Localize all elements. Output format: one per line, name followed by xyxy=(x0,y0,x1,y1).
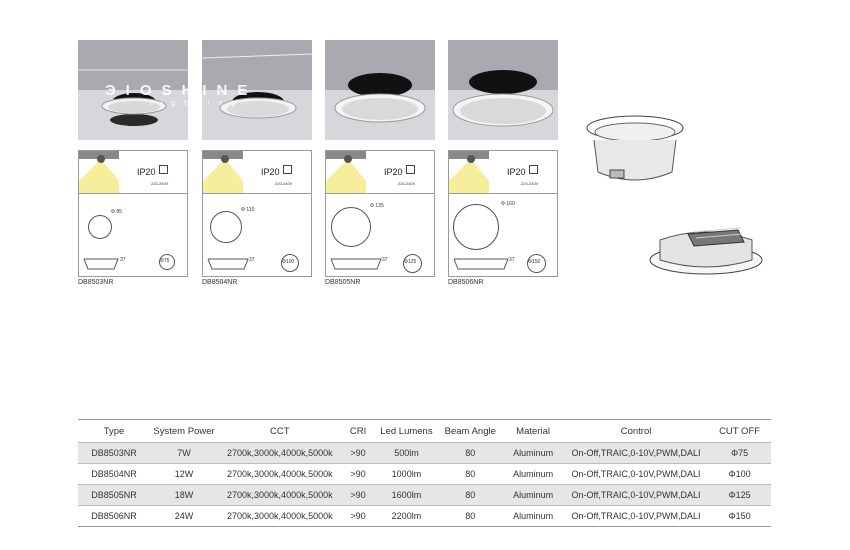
cell: Aluminum xyxy=(502,485,564,506)
class-ii-icon xyxy=(283,165,292,174)
cell: 12W xyxy=(150,464,218,485)
cell: 2700k,3000k,4000k,5000k xyxy=(218,485,342,506)
cell: DB8503NR xyxy=(78,443,150,464)
col-cct: CCT xyxy=(218,420,342,443)
cell: DB8504NR xyxy=(78,464,150,485)
spec-panel-2 xyxy=(202,150,312,277)
downlight-render-4 xyxy=(448,40,558,140)
col-cri: CRI xyxy=(342,420,375,443)
class-ii-icon xyxy=(529,165,538,174)
ip-rating: IP20 xyxy=(137,167,156,177)
ip-rating: IP20 xyxy=(384,167,403,177)
cell: >90 xyxy=(342,506,375,527)
spec-panel-4 xyxy=(448,150,558,277)
cutout-label: Φ150 xyxy=(528,259,541,265)
table-header-row xyxy=(78,420,771,443)
spec-panel-3 xyxy=(325,150,435,277)
class-ii-icon xyxy=(406,165,415,174)
cutout-label: Φ125 xyxy=(404,259,417,265)
diameter-label: Φ 160 xyxy=(501,201,515,207)
downlight-3d-drawing-top xyxy=(580,110,690,190)
top-view-outline xyxy=(88,215,112,239)
model-caption-3: DB8505NR xyxy=(325,279,361,286)
side-view-outline xyxy=(82,255,122,271)
beam-icon xyxy=(326,151,366,193)
cell: Aluminum xyxy=(502,506,564,527)
cutout-label: Φ75 xyxy=(160,258,170,264)
diameter-label: Φ 110 xyxy=(241,207,255,213)
col-material: Material xyxy=(502,420,564,443)
table-row xyxy=(78,485,771,506)
cell: Φ125 xyxy=(708,485,771,506)
col-type: Type xyxy=(78,420,150,443)
downlight-render-3 xyxy=(325,40,435,140)
cell: Φ150 xyxy=(708,506,771,527)
cell: 1600lm xyxy=(375,485,439,506)
top-view-outline xyxy=(453,204,499,250)
ip-rating: IP20 xyxy=(261,167,280,177)
cell: >90 xyxy=(342,464,375,485)
diameter-label: Φ 85 xyxy=(111,209,122,215)
diameter-label: Φ 135 xyxy=(370,203,384,209)
cell: On-Off,TRAIC,0-10V,PWM,DALI xyxy=(564,506,708,527)
height-label: 37 xyxy=(249,257,255,263)
table-row xyxy=(78,443,771,464)
height-label: 37 xyxy=(509,257,515,263)
cell: 2700k,3000k,4000k,5000k xyxy=(218,464,342,485)
cell: On-Off,TRAIC,0-10V,PWM,DALI xyxy=(564,443,708,464)
class-ii-icon xyxy=(159,165,168,174)
cell: DB8506NR xyxy=(78,506,150,527)
model-caption-2: DB8504NR xyxy=(202,279,238,286)
cell: Φ100 xyxy=(708,464,771,485)
model-caption-4: DB8506NR xyxy=(448,279,484,286)
cell: 2700k,3000k,4000k,5000k xyxy=(218,443,342,464)
voltage: 220-240V xyxy=(398,181,416,186)
voltage: 220-240V xyxy=(151,181,169,186)
table-row xyxy=(78,506,771,527)
cell: 1000lm xyxy=(375,464,439,485)
cell: >90 xyxy=(342,485,375,506)
cell: 7W xyxy=(150,443,218,464)
spec-panel-1 xyxy=(78,150,188,277)
cell: 80 xyxy=(438,443,502,464)
cell: Aluminum xyxy=(502,443,564,464)
cell: Φ75 xyxy=(708,443,771,464)
model-caption-1: DB8503NR xyxy=(78,279,114,286)
beam-icon xyxy=(79,151,119,193)
cell: 80 xyxy=(438,485,502,506)
watermark-logo: ЭIOSHINE xyxy=(105,82,258,99)
cell: DB8505NR xyxy=(78,485,150,506)
cell: 24W xyxy=(150,506,218,527)
cell: 80 xyxy=(438,464,502,485)
product-photo-4 xyxy=(448,40,558,140)
product-photo-3 xyxy=(325,40,435,140)
side-view-outline xyxy=(206,255,250,271)
col-cutoff: CUT OFF xyxy=(708,420,771,443)
watermark-subtitle: lighting xyxy=(150,100,245,107)
voltage: 220-240V xyxy=(521,181,539,186)
cell: 500lm xyxy=(375,443,439,464)
table-row xyxy=(78,464,771,485)
spec-table xyxy=(78,419,771,527)
cell: On-Off,TRAIC,0-10V,PWM,DALI xyxy=(564,464,708,485)
beam-icon xyxy=(203,151,243,193)
voltage: 220-240V xyxy=(275,181,293,186)
col-beam: Beam Angle xyxy=(438,420,502,443)
cell: >90 xyxy=(342,443,375,464)
height-label: 37 xyxy=(120,257,126,263)
col-control: Control xyxy=(564,420,708,443)
cell: 80 xyxy=(438,506,502,527)
cell: Aluminum xyxy=(502,464,564,485)
height-label: 37 xyxy=(382,257,388,263)
cell: 2700k,3000k,4000k,5000k xyxy=(218,506,342,527)
cell: 18W xyxy=(150,485,218,506)
top-view-outline xyxy=(331,207,371,247)
side-view-outline xyxy=(329,255,383,271)
beam-icon xyxy=(449,151,489,193)
ip-rating: IP20 xyxy=(507,167,526,177)
side-view-outline xyxy=(452,255,510,271)
cutout-label: Φ100 xyxy=(282,259,295,265)
cell: On-Off,TRAIC,0-10V,PWM,DALI xyxy=(564,485,708,506)
top-view-outline xyxy=(210,211,242,243)
downlight-3d-drawing-bottom xyxy=(648,210,768,280)
col-power: System Power xyxy=(150,420,218,443)
col-lumens: Led Lumens xyxy=(375,420,439,443)
cell: 2200lm xyxy=(375,506,439,527)
